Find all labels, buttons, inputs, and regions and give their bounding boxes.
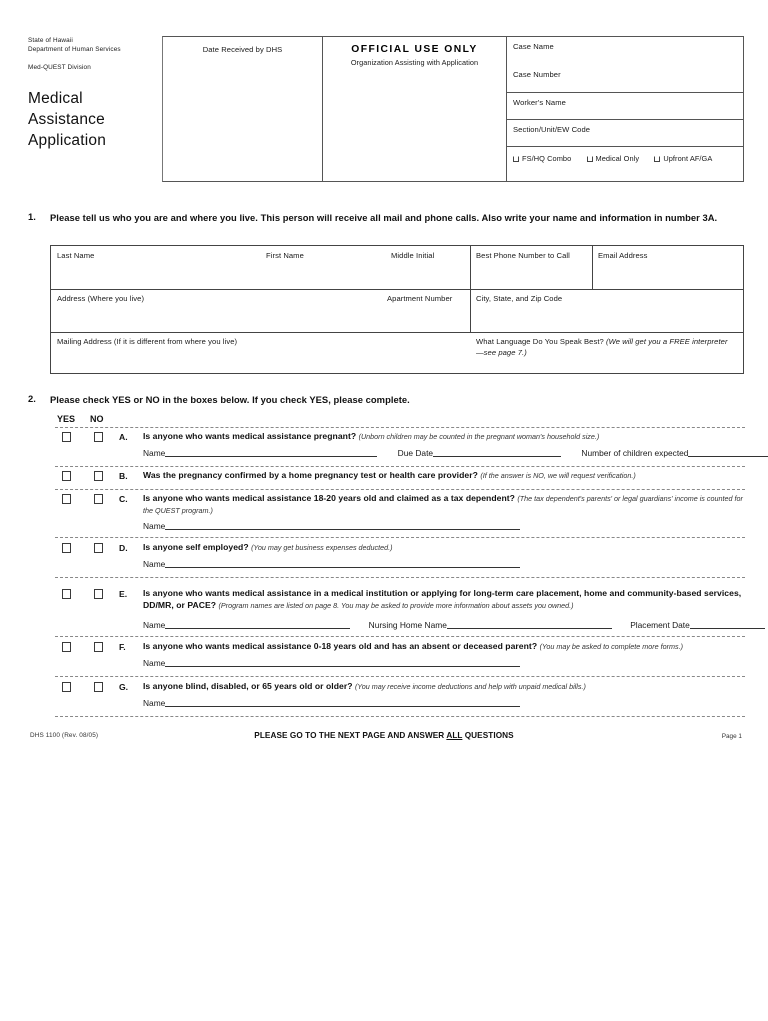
checkbox-medical-only-label: Medical Only — [595, 154, 640, 163]
organization-assisting-label: Organization Assisting with Application — [350, 58, 479, 67]
question-e-no-checkbox[interactable] — [94, 589, 103, 599]
checkbox-medical-only[interactable] — [587, 154, 640, 163]
case-info-cell — [507, 37, 743, 181]
question-d-name-input[interactable] — [165, 558, 520, 568]
footer-instruction-post: QUESTIONS — [462, 731, 514, 740]
question-divider — [55, 427, 745, 428]
question-e-fill-row — [143, 619, 743, 630]
table-divider — [592, 246, 593, 289]
question-g-name-label: Name — [143, 698, 166, 708]
question-divider — [55, 636, 745, 637]
question-d-no-checkbox[interactable] — [94, 543, 103, 553]
checkbox-fs-hq-combo[interactable] — [513, 154, 571, 163]
question-b-text — [143, 470, 743, 482]
question-d-letter: D. — [119, 543, 128, 553]
question-g-note: (You may receive income deductions and help with unpaid medical bills.) — [354, 682, 586, 691]
question-c-name-label: Name — [143, 521, 166, 531]
question-e-nursing-home-input[interactable] — [447, 619, 612, 629]
worker-name-label: Worker's Name — [513, 98, 566, 107]
case-name-row[interactable] — [507, 37, 743, 65]
field-label-best-phone: Best Phone Number to Call — [476, 251, 570, 260]
question-d-yes-checkbox[interactable] — [62, 543, 71, 553]
page-title-line-1: Medical — [28, 90, 83, 107]
checkbox-upfront-af-ga[interactable] — [654, 154, 712, 163]
footer-instruction — [0, 731, 768, 740]
question-e-placement-date-label: Placement Date — [630, 620, 690, 630]
case-name-label: Case Name — [513, 42, 554, 51]
question-e-name-label: Name — [143, 620, 166, 630]
question-g-no-checkbox[interactable] — [94, 682, 103, 692]
field-label-city-state-zip: City, State, and Zip Code — [476, 294, 563, 303]
question-c-letter: C. — [119, 494, 128, 504]
question-f-main: Is anyone who wants medical assistance 0-18 years old and has an absent or deceased parent? — [143, 641, 538, 651]
official-use-cell — [323, 37, 507, 181]
question-a-due-date-input[interactable] — [433, 447, 561, 457]
case-number-label: Case Number — [513, 70, 561, 79]
question-g-text — [143, 681, 743, 693]
table-divider — [470, 246, 471, 332]
question-f-name-label: Name — [143, 658, 166, 668]
question-d-main: Is anyone self employed? — [143, 542, 249, 552]
question-c-fill-row — [143, 520, 743, 531]
question-e-letter: E. — [119, 589, 128, 599]
agency-identity-block — [28, 36, 162, 182]
question-c-no-checkbox[interactable] — [94, 494, 103, 504]
question-a-letter: A. — [119, 432, 128, 442]
official-use-title: OFFICIAL USE ONLY — [351, 44, 478, 55]
field-label-address: Address (Where you live) — [57, 294, 145, 303]
question-f-yes-checkbox[interactable] — [62, 642, 71, 652]
question-f-text — [143, 641, 743, 653]
question-c-main: Is anyone who wants medical assistance 18-20 years old and claimed as a tax dependent? — [143, 493, 515, 503]
section-1-instruction: Please tell us who you are and where you live. This person will receive all mail and phone calls. Also write your name and information in number 3A. — [50, 212, 718, 223]
question-c-name-input[interactable] — [165, 520, 520, 530]
agency-division: Med-QUEST Division — [28, 64, 91, 71]
question-e-name-input[interactable] — [165, 619, 350, 629]
question-e-note: (Program names are listed on page 8. You may be asked to provide more information about assets you owned.) — [218, 600, 574, 610]
question-d-name-label: Name — [143, 559, 166, 569]
question-a-no-checkbox[interactable] — [94, 432, 103, 442]
no-column-header: NO — [90, 414, 104, 424]
question-a-name-input[interactable] — [165, 447, 377, 457]
checkbox-fs-hq-combo-label: FS/HQ Combo — [522, 154, 572, 163]
question-b-main: Was the pregnancy confirmed by a home pregnancy test or health care provider? — [143, 470, 478, 480]
question-f-no-checkbox[interactable] — [94, 642, 103, 652]
form-header — [28, 36, 744, 182]
question-e-nursing-home-label: Nursing Home Name — [368, 620, 447, 630]
case-number-row[interactable] — [507, 65, 743, 93]
question-a-children-input[interactable] — [688, 447, 768, 457]
footer-instruction-emphasis: ALL — [446, 731, 463, 740]
question-a-yes-checkbox[interactable] — [62, 432, 71, 442]
question-g-name-input[interactable] — [165, 697, 520, 707]
page-title-line-2: Assistance — [28, 111, 105, 128]
question-divider — [55, 716, 745, 717]
field-label-language-note: (We will get you a FREE interpreter—see page 7.) — [476, 337, 728, 357]
question-b-letter: B. — [119, 471, 128, 481]
question-a-note: (Unborn children may be counted in the pregnant woman's household size.) — [358, 432, 600, 441]
page-number: Page 1 — [721, 733, 742, 740]
question-divider — [55, 537, 745, 538]
agency-state: State of Hawaii — [28, 37, 73, 44]
page-title — [28, 88, 162, 151]
section-1-number: 1. — [28, 211, 36, 222]
section-unit-row[interactable] — [507, 120, 743, 147]
question-a-main: Is anyone who wants medical assistance pregnant? — [143, 431, 357, 441]
question-g-fill-row — [143, 697, 743, 708]
field-label-mailing-address: Mailing Address (If it is different from where you live) — [57, 337, 238, 346]
question-a-children-label: Number of children expected — [581, 448, 689, 458]
field-label-email: Email Address — [598, 251, 648, 260]
table-divider — [51, 289, 743, 290]
question-b-yes-checkbox[interactable] — [62, 471, 71, 481]
checkbox-icon — [587, 156, 593, 162]
question-d-fill-row — [143, 558, 743, 569]
section-2-instruction: Please check YES or NO in the boxes below. If you check YES, please complete. — [50, 394, 410, 405]
page-title-line-3: Application — [28, 132, 107, 149]
question-e-placement-date-input[interactable] — [690, 619, 765, 629]
question-f-name-input[interactable] — [165, 657, 520, 667]
table-divider — [51, 332, 743, 333]
question-b-no-checkbox[interactable] — [94, 471, 103, 481]
checkbox-icon — [654, 156, 660, 162]
question-g-yes-checkbox[interactable] — [62, 682, 71, 692]
official-use-box — [162, 36, 744, 182]
date-received-cell[interactable] — [163, 37, 323, 181]
question-a-due-date-label: Due Date — [397, 448, 434, 458]
question-c-text — [143, 493, 743, 516]
question-e-text — [143, 588, 743, 611]
question-f-note: (You may be asked to complete more forms.) — [539, 642, 683, 651]
checkbox-upfront-af-ga-label: Upfront AF/GA — [663, 154, 713, 163]
field-label-language-main: What Language Do You Speak Best? — [476, 337, 604, 346]
field-label-apartment-number: Apartment Number — [387, 294, 453, 303]
question-a-name-label: Name — [143, 448, 166, 458]
question-a-text — [143, 431, 743, 443]
question-divider — [55, 676, 745, 677]
question-b-note: (If the answer is NO, we will request verification.) — [480, 471, 636, 480]
section-unit-ew-label: Section/Unit/EW Code — [513, 125, 591, 134]
agency-department: Department of Human Services — [28, 46, 121, 53]
question-d-note: (You may get business expenses deducted.) — [251, 543, 393, 552]
program-type-row — [507, 147, 743, 177]
field-label-first-name: First Name — [266, 251, 304, 260]
question-a-fill-row — [143, 447, 743, 458]
question-divider — [55, 577, 745, 578]
field-label-last-name: Last Name — [57, 251, 95, 260]
question-f-letter: F. — [119, 642, 126, 652]
question-c-yes-checkbox[interactable] — [62, 494, 71, 504]
question-c-note: (The tax dependent's parents' or legal guardians' income is counted for the QUEST program.) — [143, 494, 743, 515]
form-id-footer: DHS 1100 (Rev. 08/05) — [30, 732, 99, 739]
question-divider — [55, 466, 745, 467]
footer-instruction-pre: PLEASE GO TO THE NEXT PAGE AND ANSWER — [254, 731, 447, 740]
date-received-label: Date Received by DHS — [202, 45, 283, 54]
yes-column-header: YES — [57, 414, 76, 424]
field-label-language — [476, 337, 731, 358]
personal-info-table — [50, 245, 744, 374]
section-2-number: 2. — [28, 393, 36, 404]
question-g-letter: G. — [119, 682, 129, 692]
field-label-middle-initial: Middle Initial — [391, 251, 435, 260]
question-e-main: Is anyone who wants medical assistance in a medical institution or applying for long-term care placement, home and community-based services, DD/MR, or PACE? — [143, 588, 742, 610]
worker-name-row[interactable] — [507, 93, 743, 120]
question-divider — [55, 489, 745, 490]
question-e-yes-checkbox[interactable] — [62, 589, 71, 599]
question-d-text — [143, 542, 743, 554]
question-f-fill-row — [143, 657, 743, 668]
question-g-main: Is anyone blind, disabled, or 65 years old or older? — [143, 681, 353, 691]
checkbox-icon — [513, 156, 519, 162]
